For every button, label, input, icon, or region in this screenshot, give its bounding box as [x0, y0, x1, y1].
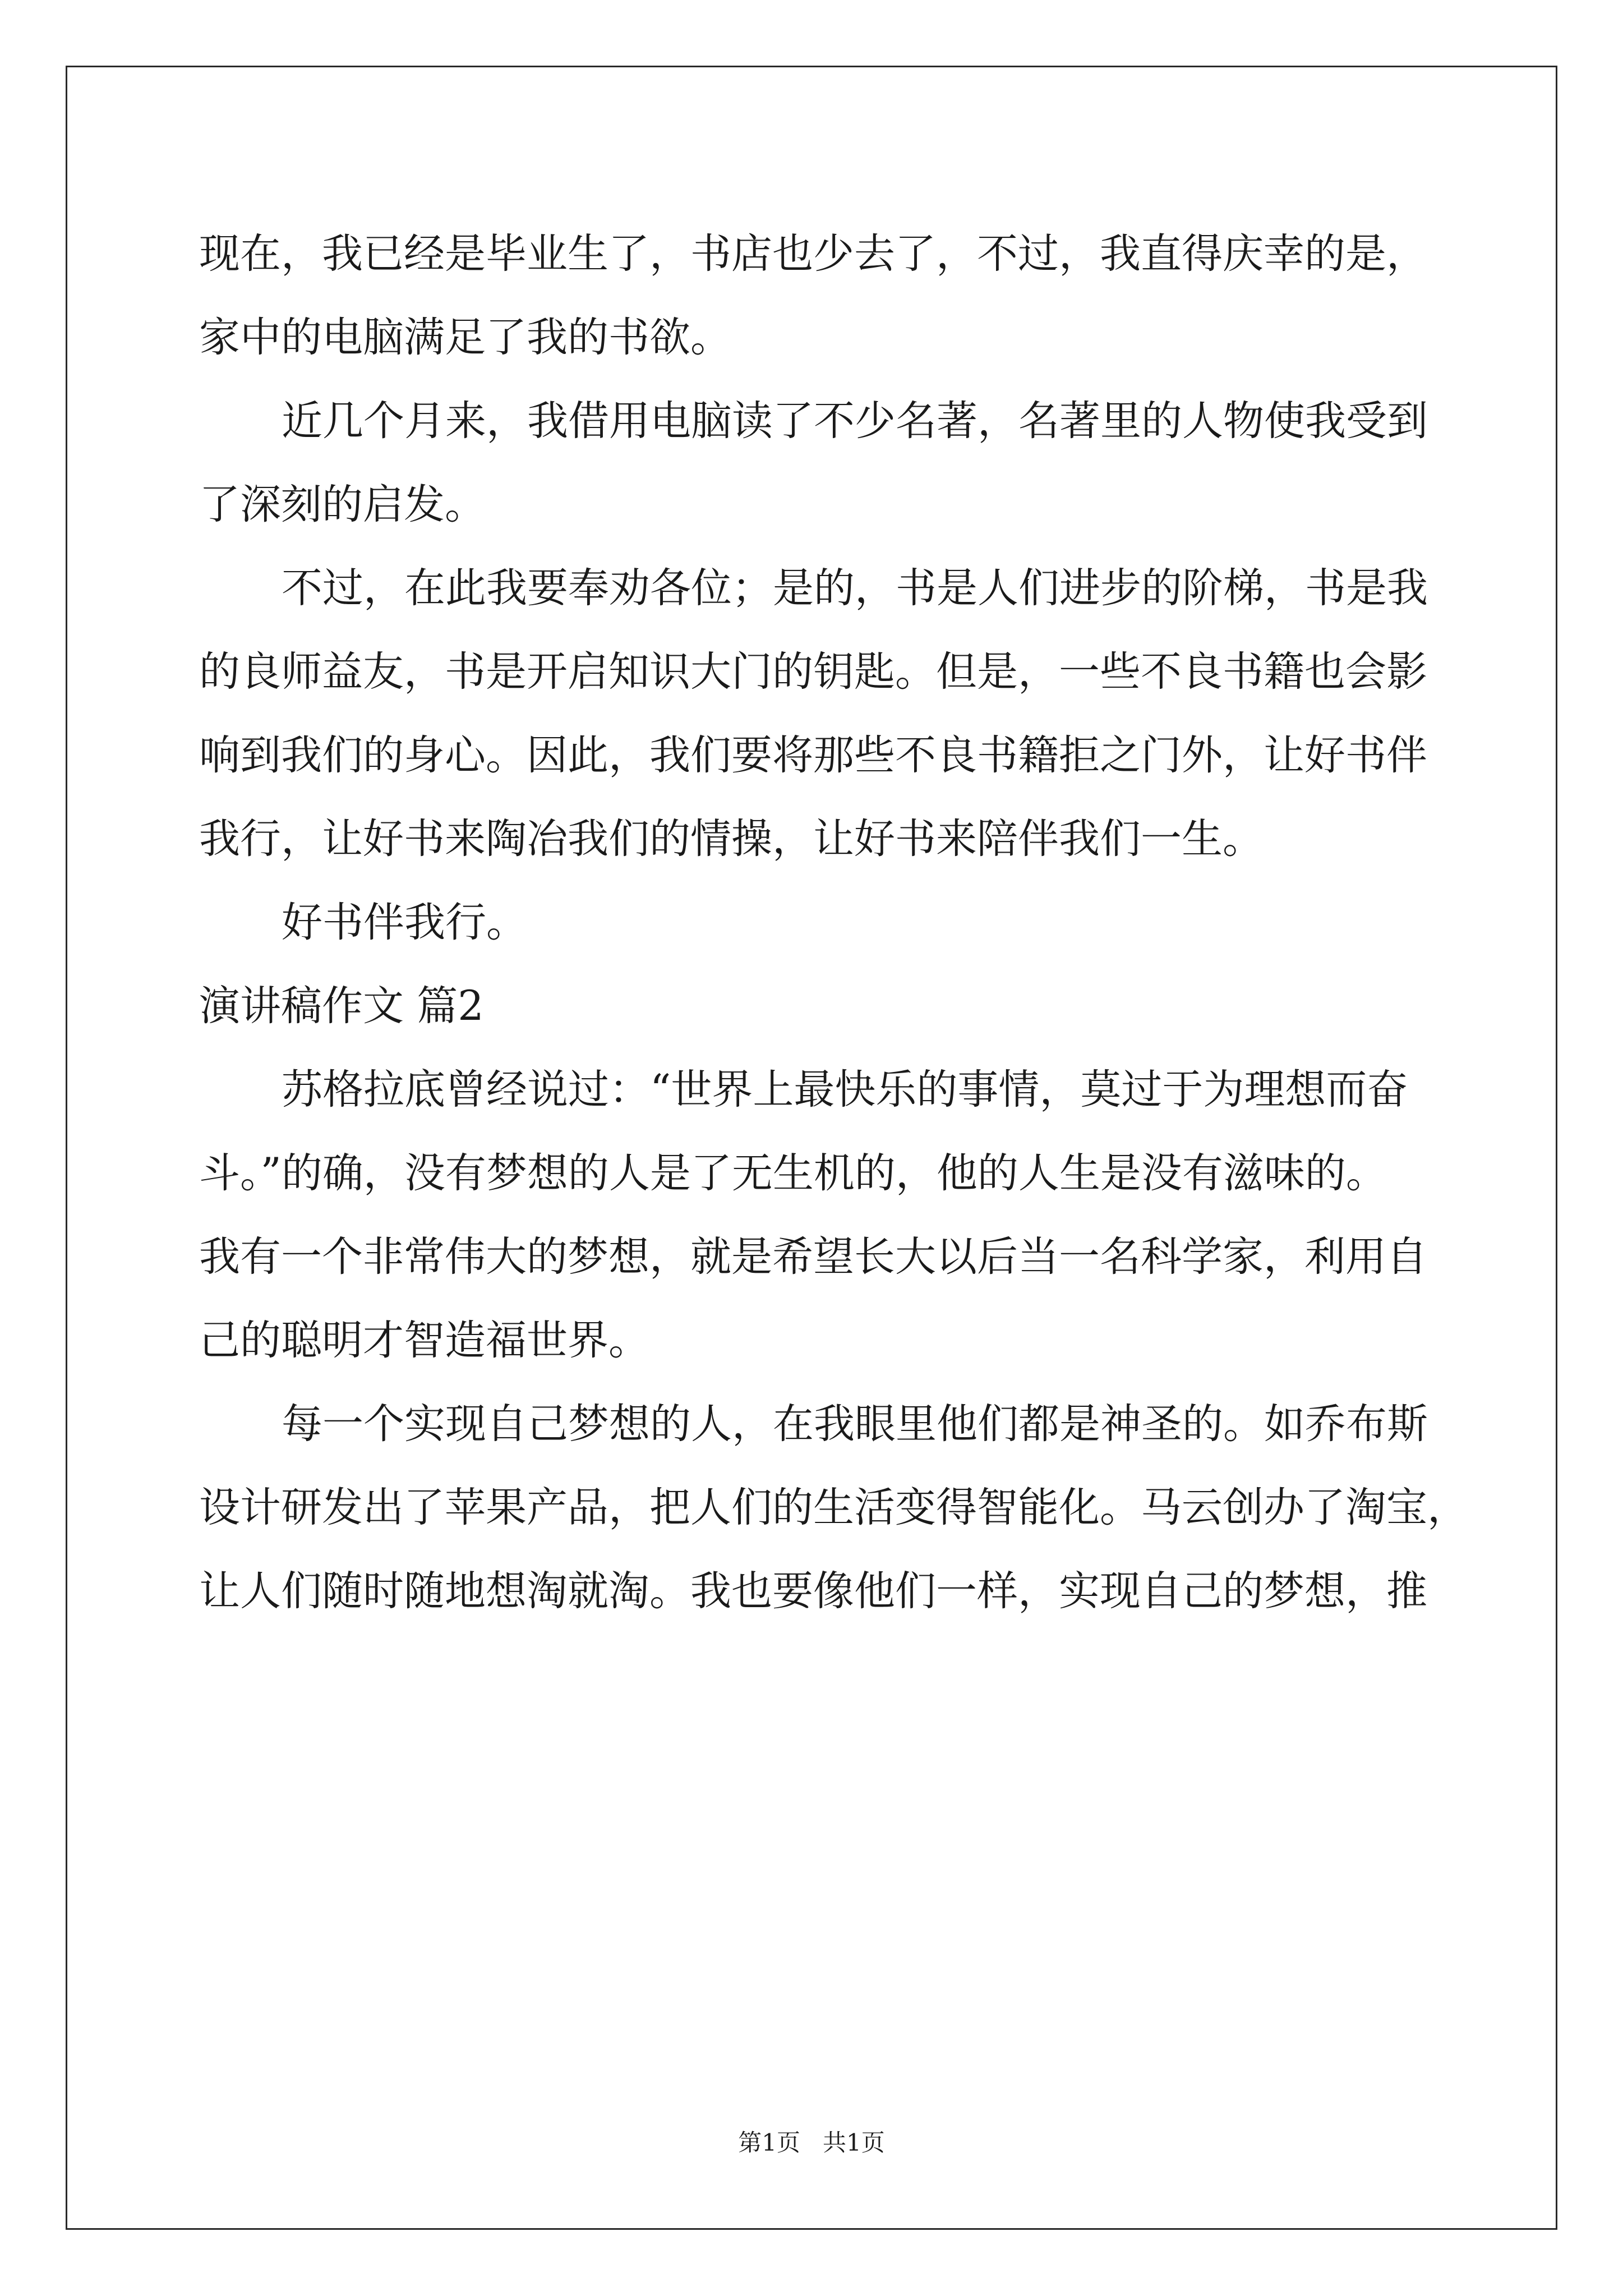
text-line: 我行，让好书来陶冶我们的情操，让好书来陪伴我们一生。 [199, 815, 1264, 863]
page-footer [0, 2126, 1623, 2160]
text-line: 好书伴我行。 [282, 899, 527, 946]
text-line: 我有一个非常伟大的梦想，就是希望长大以后当一名科学家，利用自 [199, 1233, 1427, 1281]
page-total: 共1页 [823, 2129, 885, 2156]
text-line: 现在，我已经是毕业生了，书店也少去了，不过，我直得庆幸的是， [199, 230, 1427, 278]
text-line: 家中的电脑满足了我的书欲。 [199, 314, 731, 361]
text-line: 斗。”的确，没有梦想的人是了无生机的，他的人生是没有滋味的。 [199, 1149, 1387, 1197]
text-line: 的良师益友，书是开启知识大门的钥匙。但是，一些不良书籍也会影 [199, 648, 1427, 696]
text-line: 每一个实现自己梦想的人，在我眼里他们都是神圣的。如乔布斯 [282, 1400, 1428, 1448]
text-line: 近几个月来，我借用电脑读了不少名著，名著里的人物使我受到 [282, 397, 1428, 445]
text-line: 苏格拉底曾经说过：“世界上最快乐的事情，莫过于为理想而奋 [282, 1066, 1408, 1114]
text-line: 己的聪明才智造福世界。 [199, 1317, 649, 1364]
text-line: 设计研发出了苹果产品，把人们的生活变得智能化。马云创办了淘宝， [199, 1484, 1468, 1531]
text-line: 让人们随时随地想淘就淘。我也要像他们一样，实现自己的梦想，推 [199, 1567, 1427, 1615]
page-number: 第1页 [738, 2129, 800, 2156]
text-line: 了深刻的启发。 [199, 481, 486, 528]
text-line: 响到我们的身心。因此，我们要将那些不良书籍拒之门外，让好书伴 [199, 731, 1427, 779]
document-body [199, 212, 1468, 1633]
text-line: 不过，在此我要奉劝各位；是的，书是人们进步的阶梯，书是我 [282, 564, 1428, 612]
section-heading: 演讲稿作文 篇2 [199, 982, 484, 1030]
